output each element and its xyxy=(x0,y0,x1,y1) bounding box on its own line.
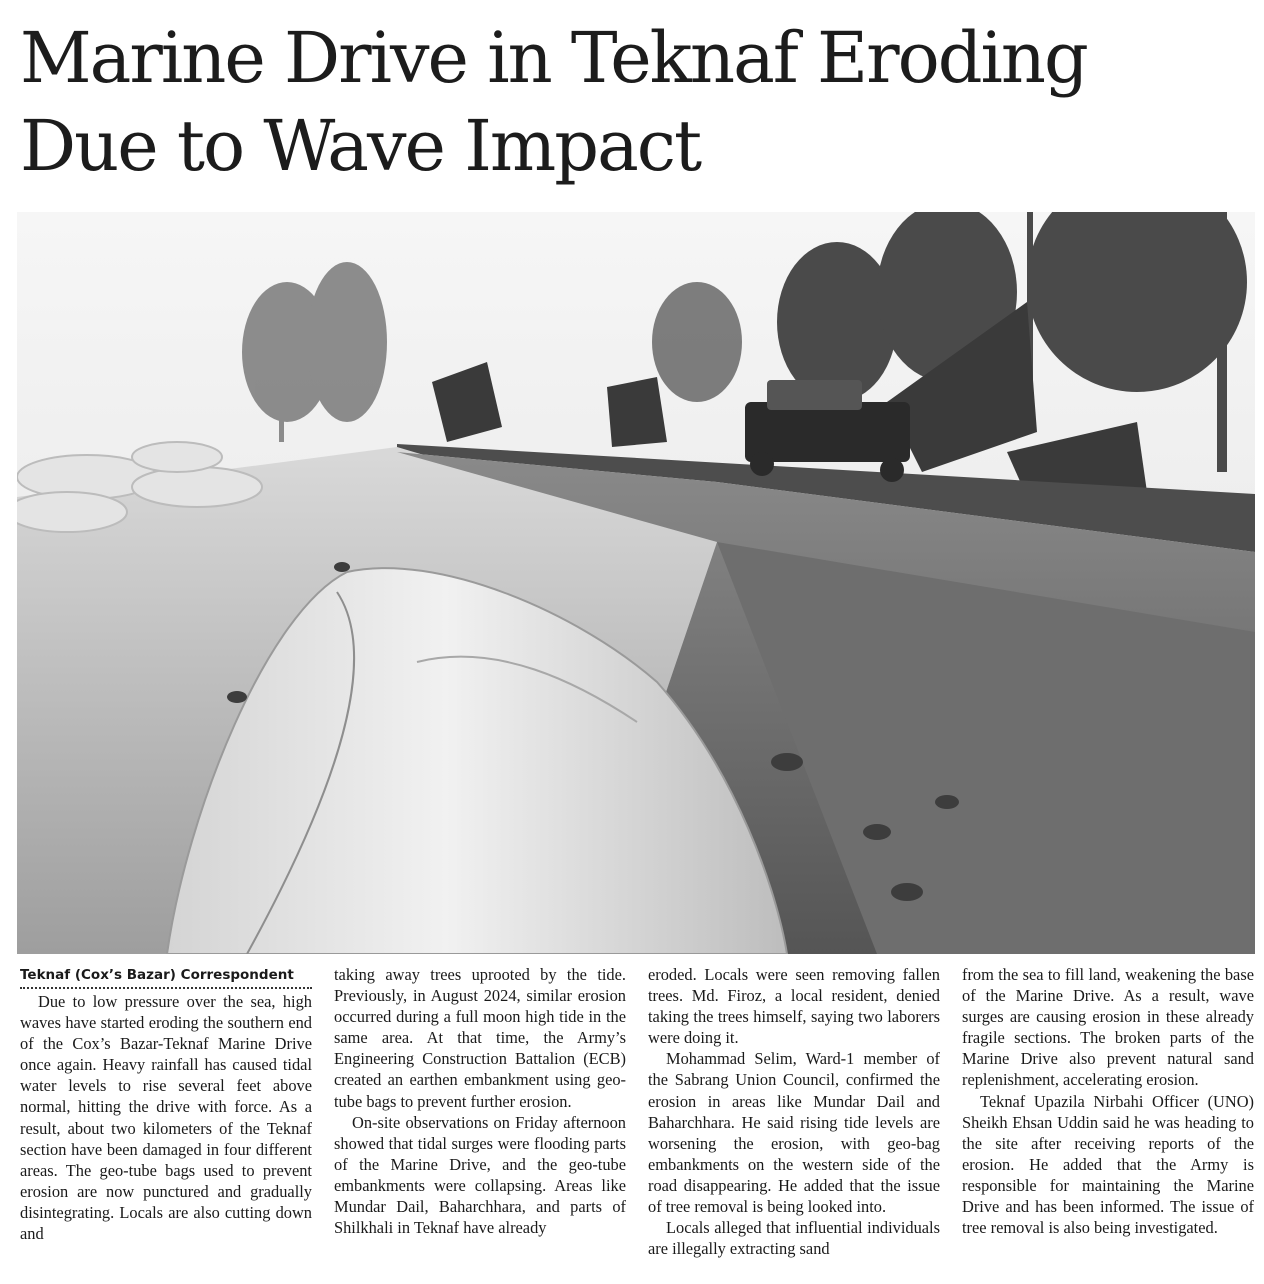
paragraph: Locals alleged that influential individuals are illegally extracting sand xyxy=(648,1218,940,1259)
paragraph: Mohammad Selim, Ward-1 member of the Sabrang Union Council, confirmed the erosion in areas like Mundar Dail and Baharchhara. He said rising tide levels are worsening the erosion, with geo-bag embankments on the western side of the road disappearing. He added that the issue of tree removal is being looked into. xyxy=(648,1049,940,1217)
byline: Teknaf (Cox’s Bazar) Correspondent xyxy=(20,964,312,989)
headline xyxy=(20,14,1250,190)
paragraph: from the sea to fill land, weakening the base of the Marine Drive. As a result, wave surges are causing erosion in these already fragile sections. The broken parts of the Marine Drive also prevent natural sand replenishment, accelerating erosion. xyxy=(962,965,1254,1090)
headline-line-1: Marine Drive in Teknaf Eroding xyxy=(20,17,1087,99)
photo-erosion-geotube-image xyxy=(17,212,1255,954)
article-column-1 xyxy=(20,964,312,1280)
news-photo xyxy=(17,212,1255,954)
paragraph: taking away trees uprooted by the tide. Previously, in August 2024, similar erosion occurred during a full moon high tide in the same area. At that time, the Army’s Engineering Construction Battalion (ECB) created an earthen embankment using geo-tube bags to prevent further erosion. xyxy=(334,965,626,1111)
headline-line-2: Due to Wave Impact xyxy=(20,105,701,187)
article-column-3 xyxy=(648,964,940,1280)
article-column-2 xyxy=(334,964,626,1280)
paragraph: Teknaf Upazila Nirbahi Officer (UNO) Sheikh Ehsan Uddin said he was heading to the site after receiving reports of the erosion. He added that the Army is responsible for maintaining the Marine Drive and has been informed. The issue of tree removal is also being investigated. xyxy=(962,1091,1254,1238)
article-columns xyxy=(0,964,1264,1280)
paragraph: eroded. Locals were seen removing fallen trees. Md. Firoz, a local resident, denied taking the trees himself, saying two laborers were doing it. xyxy=(648,965,940,1048)
paragraph: On-site observations on Friday afternoon showed that tidal surges were flooding parts of the Marine Drive, and the geo-tube embankments were collapsing. Areas like Mundar Dail, Baharchhara, and parts of Shilkhali in Teknaf have already xyxy=(334,1112,626,1238)
paragraph: Due to low pressure over the sea, high waves have started eroding the southern end of the Cox’s Bazar-Teknaf Marine Drive once again. Heavy rainfall has caused tidal water levels to rise several feet above normal, hitting the drive with force. As a result, about two kilometers of the Teknaf section have been damaged in four different areas. The geo-tube bags used to prevent erosion are now punctured and gradually disintegrating. Locals are also cutting down and xyxy=(20,992,312,1244)
article-column-4 xyxy=(962,964,1254,1280)
